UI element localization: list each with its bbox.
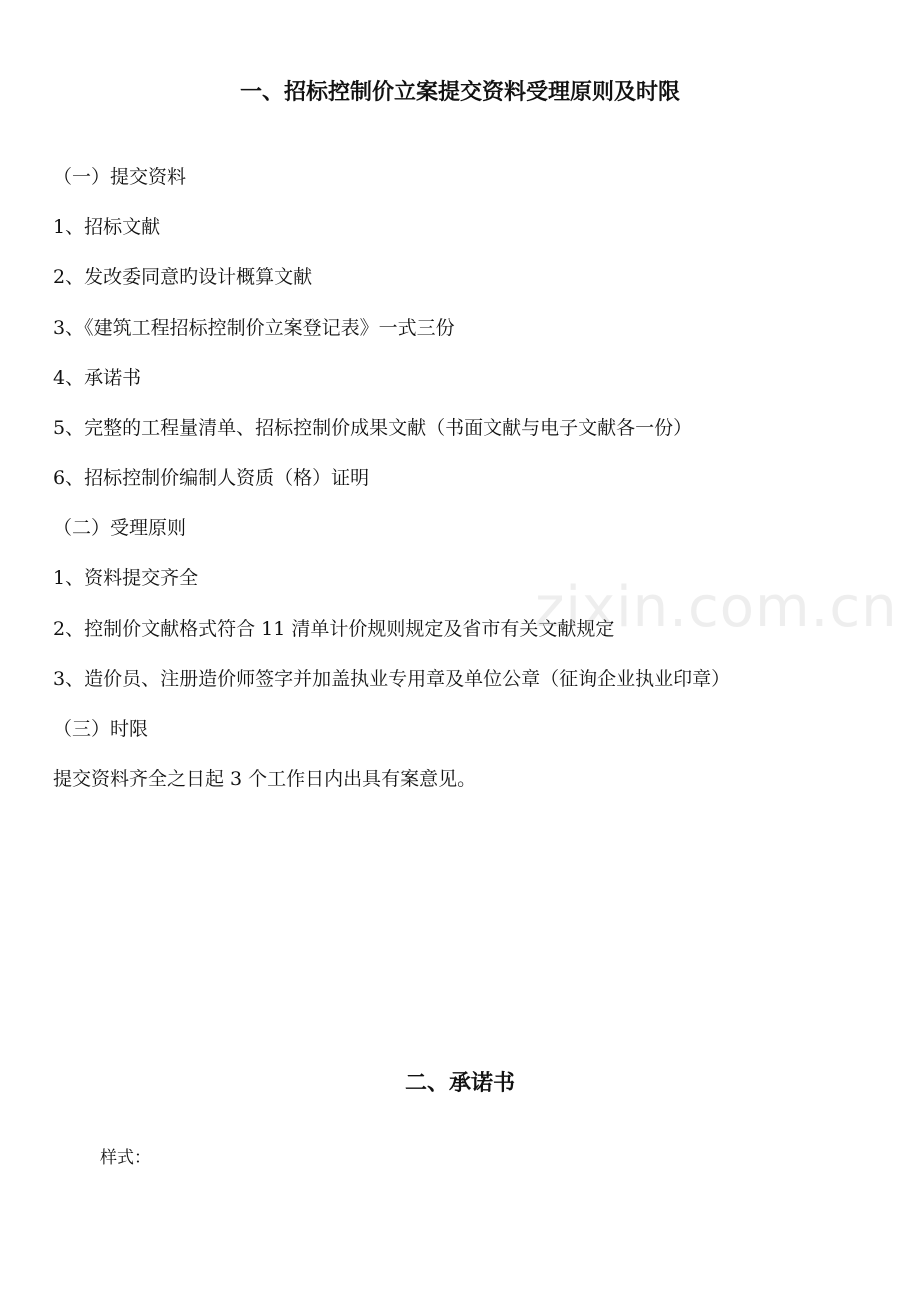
section2-title: 二、承诺书 [404, 1071, 515, 1096]
material-item-6: 6、招标控制价编制人资质（格）证明 [53, 467, 370, 489]
watermark: zixin.com.cn [535, 575, 898, 640]
section1-title: 一、招标控制价立案提交资料受理原则及时限 [239, 80, 680, 105]
material-item-1: 1、招标文献 [53, 216, 161, 238]
material-item-5: 5、完整的工程量清单、招标控制价成果文献（书面文献与电子文献各一份） [53, 417, 693, 439]
material-item-3: 3、《建筑工程招标控制价立案登记表》一式三份 [53, 317, 455, 339]
material-item-2: 2、发改委同意旳设计概算文献 [53, 266, 313, 288]
material-item-4: 4、承诺书 [53, 367, 142, 389]
style-label: 样式： [100, 1148, 151, 1168]
subheading-principles: （二）受理原则 [53, 517, 187, 539]
subheading-materials: （一）提交资料 [53, 166, 187, 188]
principle-item-1: 1、资料提交齐全 [53, 567, 199, 589]
subheading-time-limit: （三）时限 [53, 718, 149, 740]
principle-item-3: 3、造价员、注册造价师签字并加盖执业专用章及单位公章（征询企业执业印章） [53, 668, 731, 690]
principle-item-2: 2、控制价文献格式符合 11 清单计价规则规定及省市有关文献规定 [53, 618, 615, 640]
time-limit-text: 提交资料齐全之日起 3 个工作日内出具有案意见。 [53, 768, 477, 790]
